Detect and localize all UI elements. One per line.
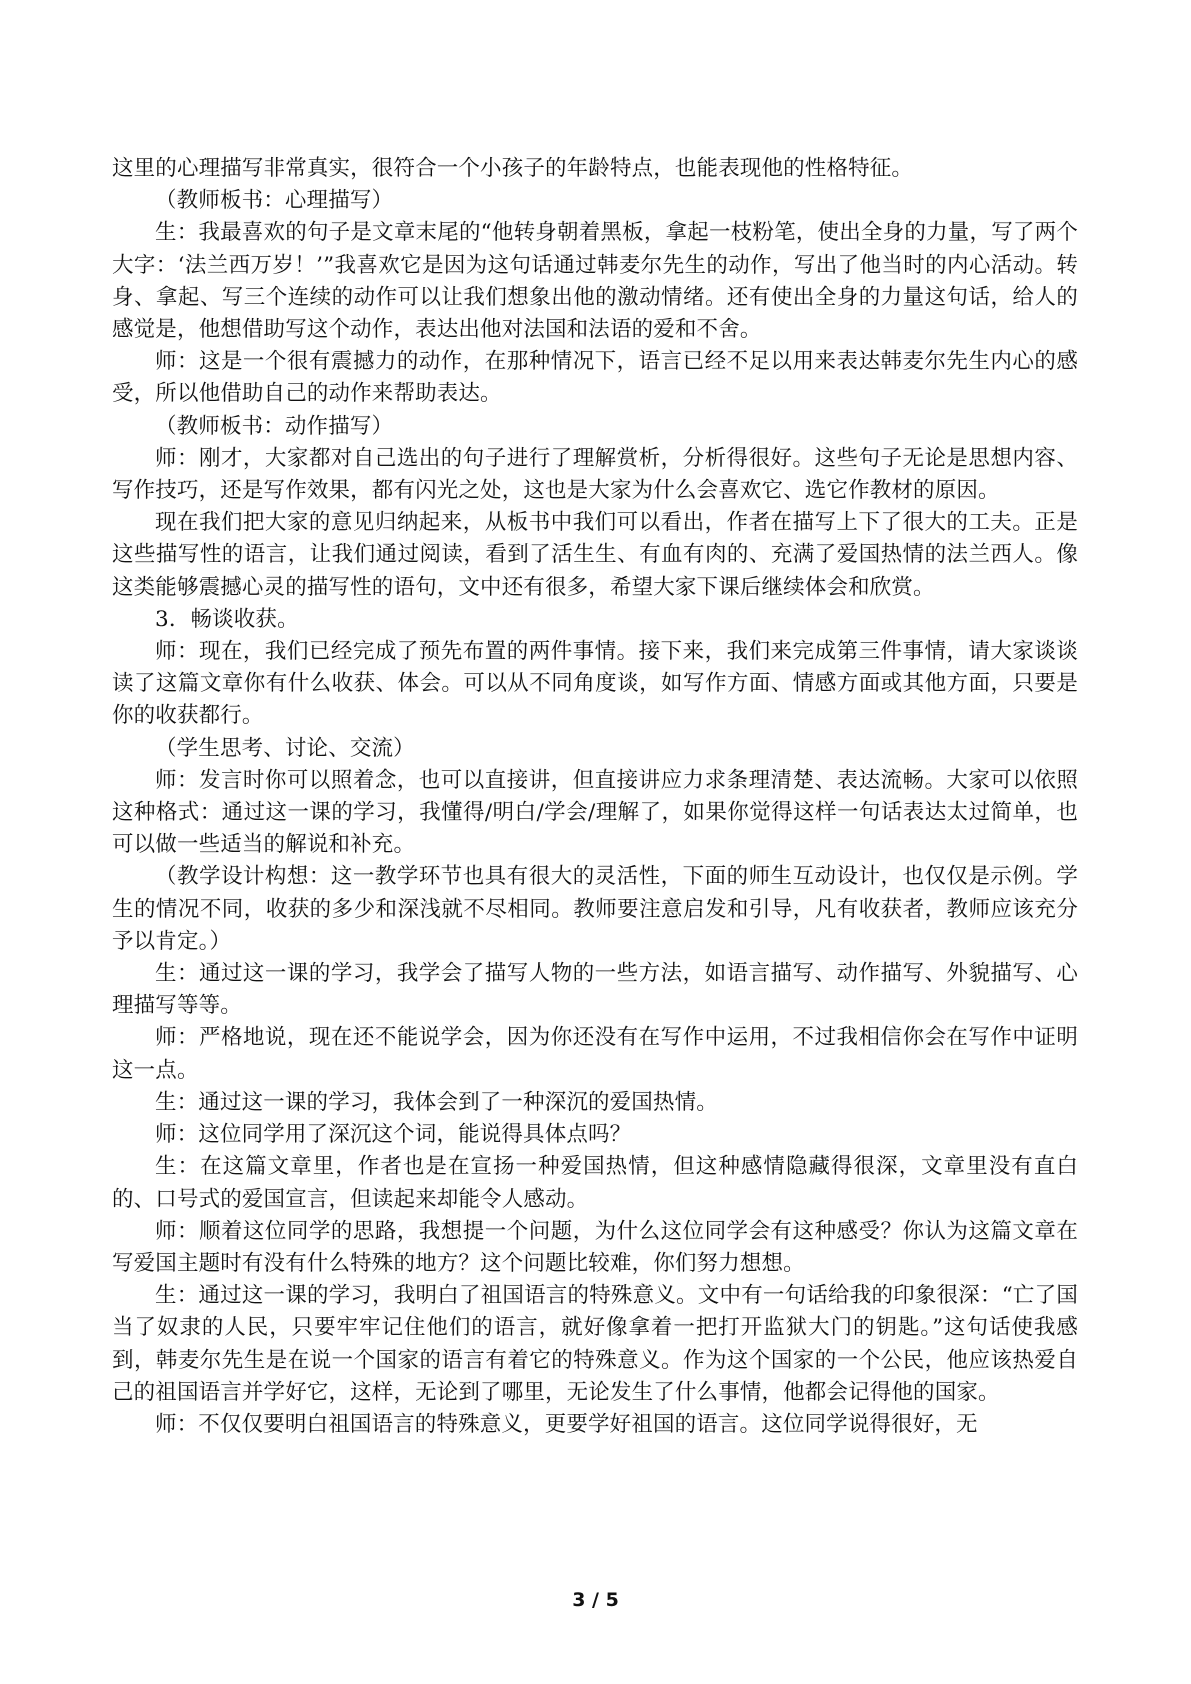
paragraph: 师：发言时你可以照着念，也可以直接讲，但直接讲应力求条理清楚、表达流畅。大家可以依照这种格式：通过这一课的学习，我懂得/明白/学会/理解了，如果你觉得这样一句话表达太过简单，也可以做一些适当的解说和补充。 xyxy=(112,767,1078,858)
paragraph: 生：通过这一课的学习，我体会到了一种深沉的爱国热情。 xyxy=(155,1089,718,1115)
paragraph: 师：严格地说，现在还不能说学会，因为你还没有在写作中运用，不过我相信你会在写作中证明这一点。 xyxy=(112,1025,1078,1083)
document-body xyxy=(112,153,1078,1441)
paragraph: （学生思考、讨论、交流） xyxy=(155,735,415,761)
page-number: 3 / 5 xyxy=(572,1589,619,1611)
paragraph: 师：这位同学用了深沉这个词，能说得具体点吗？ xyxy=(155,1122,632,1148)
paragraph: 师：这是一个很有震撼力的动作，在那种情况下，语言已经不足以用来表达韩麦尔先生内心的感受，所以他借助自己的动作来帮助表达。 xyxy=(112,349,1078,407)
paragraph: 生：我最喜欢的句子是文章末尾的“他转身朝着黑板，拿起一枝粉笔，使出全身的力量，写了两个大字：‘法兰西万岁！’”我喜欢它是因为这句话通过韩麦尔先生的动作，写出了他当时的内心活动。转身、拿起、写三个连续的动作可以让我们想象出他的激动情绪。还有使出全身的力量这句话，给人的感觉是，他想借助写这个动作，表达出他对法国和法语的爱和不舍。 xyxy=(112,220,1078,343)
paragraph: 师：现在，我们已经完成了预先布置的两件事情。接下来，我们来完成第三件事情，请大家谈谈读了这篇文章你有什么收获、体会。可以从不同角度谈，如写作方面、情感方面或其他方面，只要是你的收获都行。 xyxy=(112,639,1078,729)
paragraph: 师：刚才，大家都对自己选出的句子进行了理解赏析，分析得很好。这些句子无论是思想内容、写作技巧，还是写作效果，都有闪光之处，这也是大家为什么会喜欢它、选它作教材的原因。 xyxy=(112,445,1078,504)
paragraph: 这里的心理描写非常真实，很符合一个小孩子的年龄特点，也能表现他的性格特征。 xyxy=(112,156,914,181)
paragraph: （教师板书：心理描写） xyxy=(155,188,394,214)
paragraph: 生：通过这一课的学习，我明白了祖国语言的特殊意义。文中有一句话给我的印象很深：“亡了国当了奴隶的人民，只要牢牢记住他们的语言，就好像拿着一把打开监狱大门的钥匙。”这句话使我感到，韩麦尔先生是在说一个国家的语言有着它的特殊意义。作为这个国家的一个公民，他应该热爱自己的祖国语言并学好它，这样，无论到了哪里，无论发生了什么事情，他都会记得他的国家。 xyxy=(112,1283,1078,1405)
paragraph: 现在我们把大家的意见归纳起来，从板书中我们可以看出，作者在描写上下了很大的工夫。正是这些描写性的语言，让我们通过阅读，看到了活生生、有血有肉的、充满了爱国热情的法兰西人。像这类能够震撼心灵的描写性的语句，文中还有很多，希望大家下课后继续体会和欣赏。 xyxy=(112,510,1078,600)
paragraph: 师：不仅仅要明白祖国语言的特殊意义，更要学好祖国的语言。这位同学说得很好，无 xyxy=(155,1411,978,1437)
paragraph: 生：通过这一课的学习，我学会了描写人物的一些方法，如语言描写、动作描写、外貌描写、心理描写等等。 xyxy=(112,961,1078,1019)
paragraph: 3．畅谈收获。 xyxy=(155,606,299,632)
paragraph: （教师板书：动作描写） xyxy=(155,413,394,439)
paragraph: （教学设计构想：这一教学环节也具有很大的灵活性，下面的师生互动设计，也仅仅是示例。学生的情况不同，收获的多少和深浅就不尽相同。教师要注意启发和引导，凡有收获者，教师应该充分予以肯定。） xyxy=(112,864,1078,954)
paragraph: 师：顺着这位同学的思路，我想提一个问题，为什么这位同学会有这种感受？你认为这篇文章在写爱国主题时有没有什么特殊的地方？这个问题比较难，你们努力想想。 xyxy=(112,1218,1078,1276)
paragraph: 生：在这篇文章里，作者也是在宣扬一种爱国热情，但这种感情隐藏得很深，文章里没有直白的、口号式的爱国宣言，但读起来却能令人感动。 xyxy=(112,1154,1078,1212)
